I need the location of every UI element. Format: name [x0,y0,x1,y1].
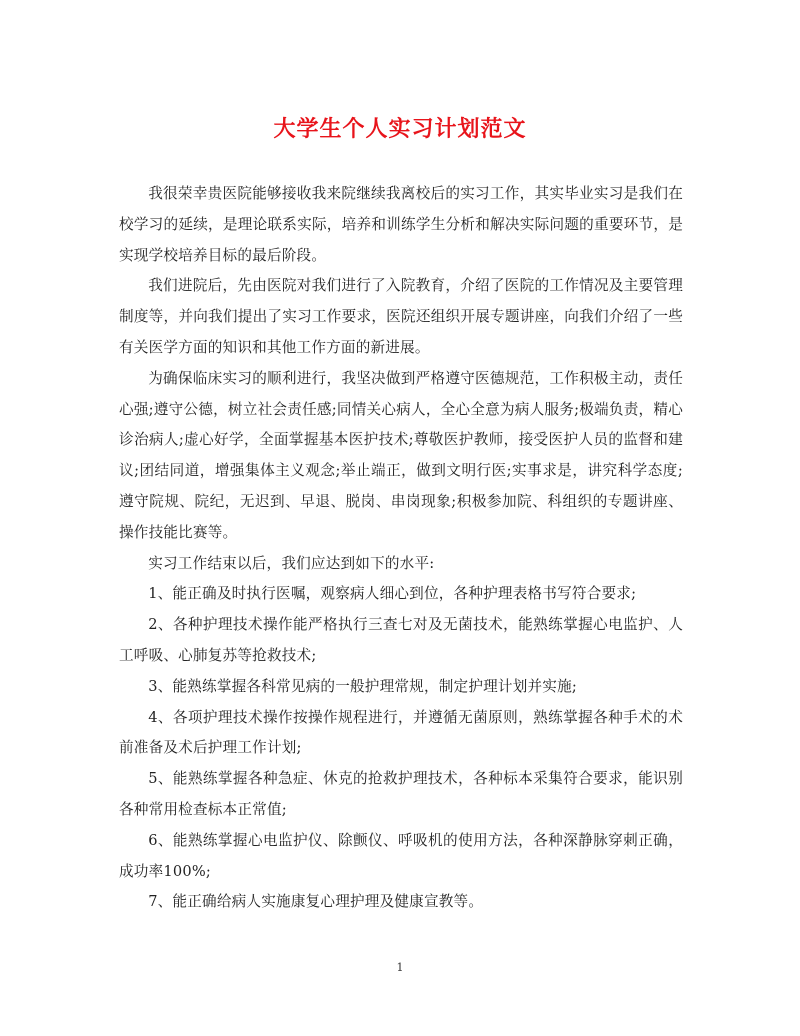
paragraph-1: 我很荣幸贵医院能够接收我来院继续我离校后的实习工作，其实毕业实习是我们在校学习的延续，是理论联系实际，培养和训练学生分析和解决实际问题的重要环节，是实现学校培养目标的最后阶段。 [119,185,683,264]
list-item-6: 6、能熟练掌握心电监护仪、除颤仪、呼吸机的使用方法，各种深静脉穿刺正确，成功率100%; [119,831,683,880]
list-item-3: 3、能熟练掌握各科常见病的一般护理常规，制定护理计划并实施; [148,677,578,695]
list-item-7: 7、能正确给病人实施康复心理护理及健康宣教等。 [148,893,484,911]
document-body [119,179,683,918]
list-item-1: 1、能正确及时执行医嘱，观察病人细心到位，各种护理表格书写符合要求; [148,585,637,603]
document-title: 大学生个人实习计划范文 [273,116,527,142]
paragraph-3: 为确保临床实习的顺利进行，我坚决做到严格遵守医德规范，工作积极主动，责任心强;遵守公德，树立社会责任感;同情关心病人，全心全意为病人服务;极端负责，精心诊治病人;虚心好学，全面掌握基本医护技术;尊敬医护教师，接受医护人员的监督和建议;团结同道，增强集体主义观念;举止端正，做到文明行医;实事求是，讲究科学态度;遵守院规、院纪，无迟到、早退、脱岗、串岗现象;积极参加院、科组织的专题讲座、操作技能比赛等。 [119,369,683,541]
paragraph-2: 我们进院后，先由医院对我们进行了入院教育，介绍了医院的工作情况及主要管理制度等，并向我们提出了实习工作要求，医院还组织开展专题讲座，向我们介绍了一些有关医学方面的知识和其他工作方面的新进展。 [119,277,683,356]
list-item-4: 4、各项护理技术操作按操作规程进行，并遵循无菌原则，熟练掌握各种手术的术前准备及术后护理工作计划; [119,708,683,757]
page-number: 1 [396,961,404,974]
list-item-5: 5、能熟练掌握各种急症、休克的抢救护理技术，各种标本采集符合要求，能识别各种常用检查标本正常值; [119,770,683,818]
paragraph-4: 实习工作结束以后，我们应达到如下的水平: [148,554,435,572]
list-item-2: 2、各种护理技术操作能严格执行三查七对及无菌技术，能熟练掌握心电监护、人工呼吸、心肺复苏等抢救技术; [119,616,683,664]
